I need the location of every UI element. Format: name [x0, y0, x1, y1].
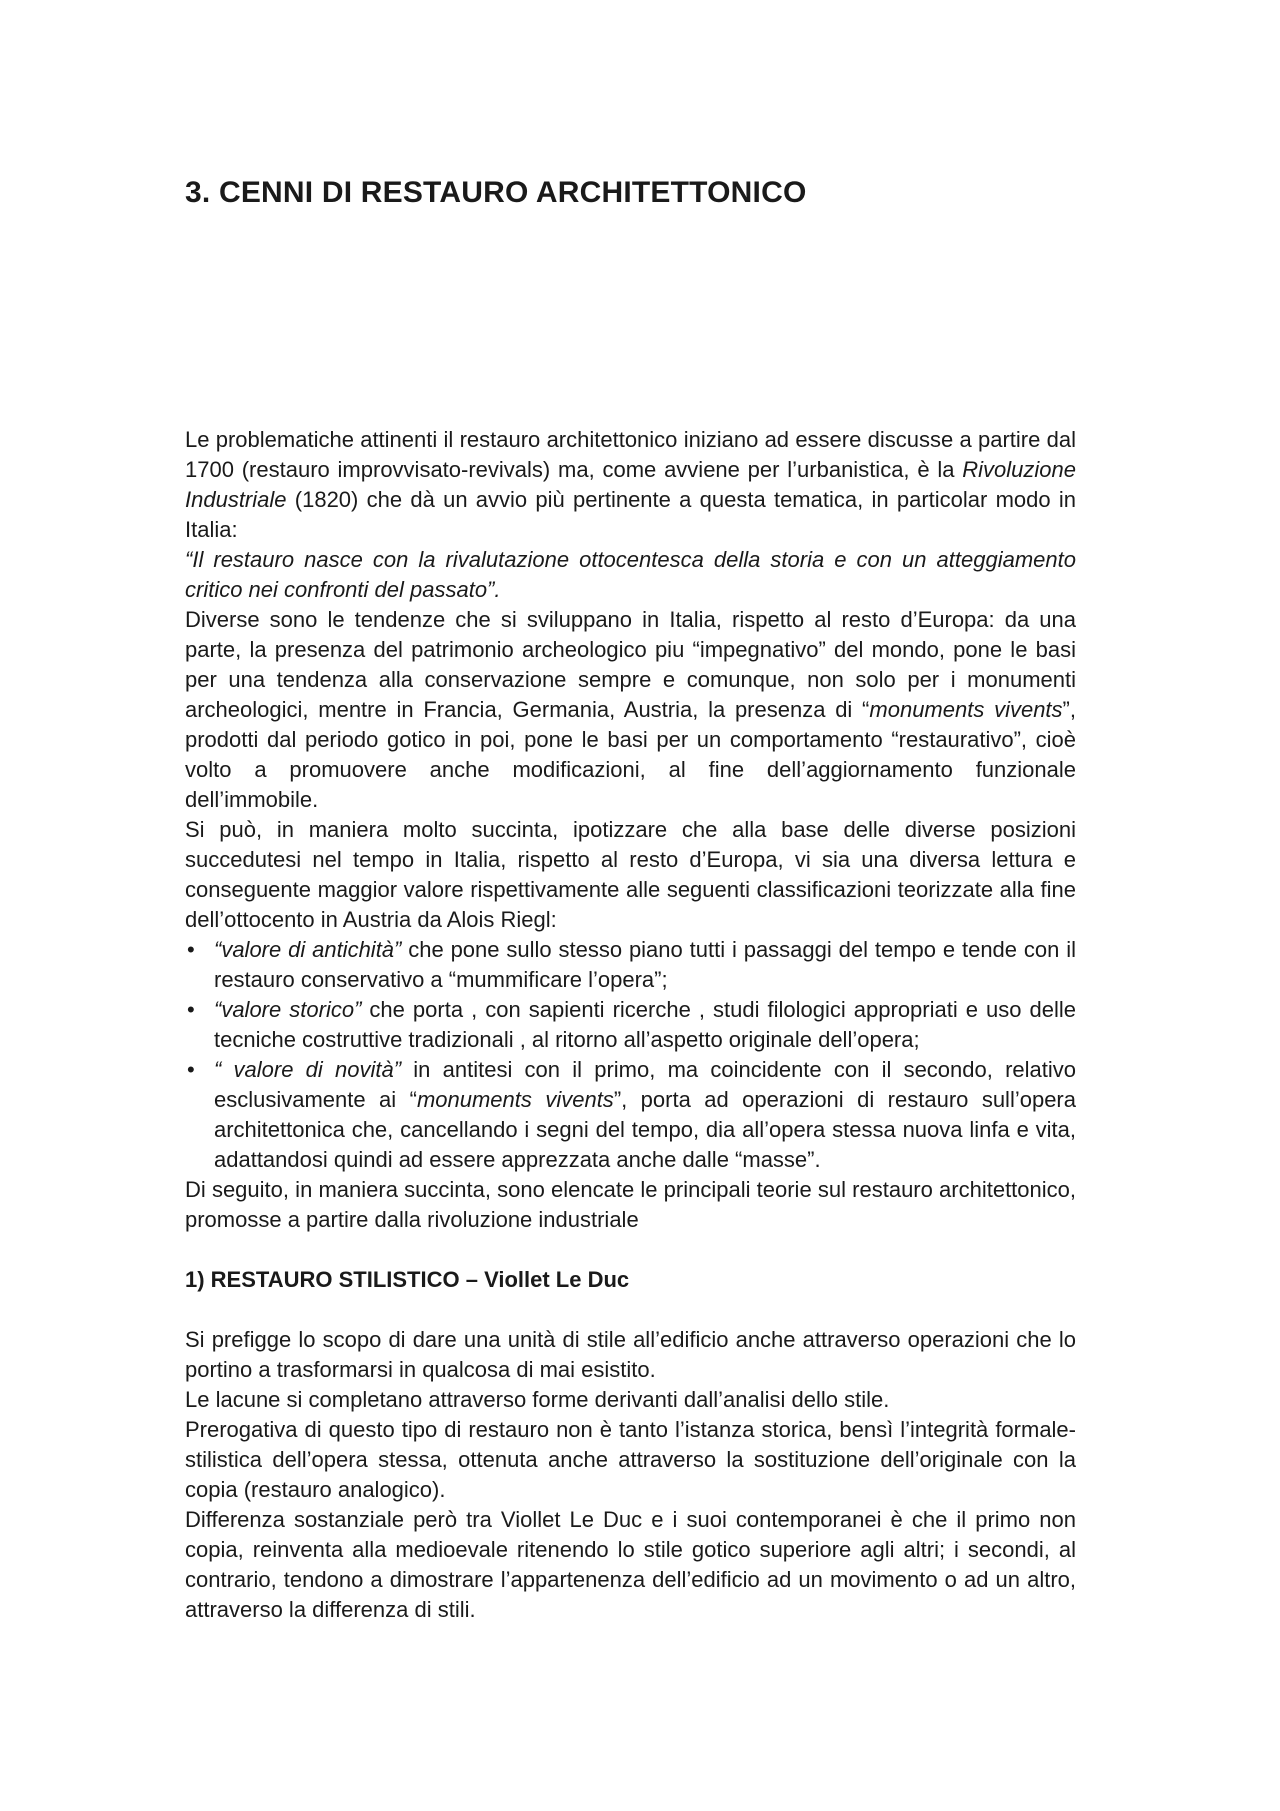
intro-paragraph-2 — [185, 605, 1076, 815]
riegl-values-list — [185, 935, 1076, 1175]
bullet-italic: “valore storico” — [214, 997, 362, 1022]
section-paragraph-1: Si prefigge lo scopo di dare una unità di stile all’edificio anche attraverso operazioni che lo portino a trasformarsi in qualcosa di mai esistito. — [185, 1327, 1076, 1382]
bullet-text-2: ”, porta ad operazioni di restauro sull’opera architettonica che, cancellando i segni del tempo, dia all’opera stessa nuova linfa e vita, adattandosi quindi ad essere apprezzata anche dalle “masse”. — [214, 1087, 1076, 1172]
bullet-text: in antitesi con il primo, ma coincidente con il secondo, relativo esclusivamente ai “ — [214, 1057, 1076, 1112]
intro-p1-text-end: (1820) che dà un avvio più pertinente a questa tematica, in particolar modo in Italia: — [185, 487, 1076, 542]
bullet-marker: • — [187, 1057, 195, 1082]
section-paragraph-2: Le lacune si completano attraverso forme derivanti dall’analisi dello stile. — [185, 1387, 890, 1412]
bullet-text: che porta , con sapienti ricerche , studi filologici appropriati e uso delle tecniche costruttive tradizionali , al ritorno all’aspetto originale dell’opera; — [214, 997, 1077, 1052]
intro-p2-italic: monuments vivents — [869, 697, 1063, 722]
intro-paragraph-3: Si può, in maniera molto succinta, ipotizzare che alla base delle diverse posizioni succedutesi nel tempo in Italia, rispetto al resto d’Europa, vi sia una diversa lettura e conseguente maggior valore rispettivamente alle seguenti classificazioni teorizzate alla fine dell’ottocento in Austria da Alois Riegl: — [185, 817, 1076, 932]
body-text — [185, 425, 1076, 1625]
bullet-italic-2: monuments vivents — [416, 1087, 614, 1112]
bullet-italic: “ valore di novità” — [214, 1057, 402, 1082]
quote-text: “Il restauro nasce con la rivalutazione ottocentesca della storia e con un atteggiamento critico nei confronti del passato”. — [185, 547, 1076, 602]
bullet-marker: • — [187, 997, 195, 1022]
bullet-text: che pone sullo stesso piano tutti i passaggi del tempo e tende con il restauro conservativo a “mummificare l’opera”; — [214, 937, 1076, 992]
intro-paragraph-1 — [185, 425, 1076, 545]
chapter-title: 3. CENNI DI RESTAURO ARCHITETTONICO — [185, 176, 807, 209]
list-item — [185, 935, 1076, 995]
bullet-italic: “valore di antichità” — [214, 937, 402, 962]
intro-p2-text-end: ”, prodotti dal periodo gotico in poi, pone le basi per un comportamento “restaurativo”, cioè volto a promuovere anche modificazioni, al fine dell’aggiornamento funzionale dell’immobile. — [185, 697, 1076, 812]
intro-quote — [185, 545, 1076, 605]
spacer — [185, 1295, 1076, 1325]
intro-p1-italic: Rivoluzione Industriale — [185, 457, 1076, 512]
after-list-paragraph: Di seguito, in maniera succinta, sono elencate le principali teorie sul restauro architettonico, promosse a partire dalla rivoluzione industriale — [185, 1177, 1076, 1232]
spacer — [185, 1235, 1076, 1265]
section-paragraph-4: Differenza sostanziale però tra Viollet Le Duc e i suoi contemporanei è che il primo non copia, reinventa alla medioevale ritenendo lo stile gotico superiore agli altri; i secondi, al contrario, tendono a dimostrare l’appartenenza dell’edificio ad un movimento o ad un altro, attraverso la differenza di stili. — [185, 1507, 1076, 1622]
intro-p2-text: Diverse sono le tendenze che si sviluppano in Italia, rispetto al resto d’Europa: da una parte, la presenza del patrimonio archeologico piu “impegnativo” del mondo, pone le basi per una tendenza alla conservazione sempre e comunque, non solo per i monumenti archeologici, mentre in Francia, Germania, Austria, la presenza di “ — [185, 607, 1076, 722]
section-heading: 1) RESTAURO STILISTICO – Viollet Le Duc — [185, 1267, 630, 1292]
list-item — [185, 995, 1076, 1055]
intro-p1-text: Le problematiche attinenti il restauro architettonico iniziano ad essere discusse a partire dal 1700 (restauro improvvisato-revivals) ma, come avviene per l’urbanistica, è la — [185, 427, 1076, 482]
bullet-marker: • — [187, 937, 195, 962]
list-item — [185, 1055, 1076, 1175]
section-paragraph-3: Prerogativa di questo tipo di restauro non è tanto l’istanza storica, bensì l’integrità formale-stilistica dell’opera stessa, ottenuta anche attraverso la sostituzione dell’originale con la copia (restauro analogico). — [185, 1417, 1076, 1502]
